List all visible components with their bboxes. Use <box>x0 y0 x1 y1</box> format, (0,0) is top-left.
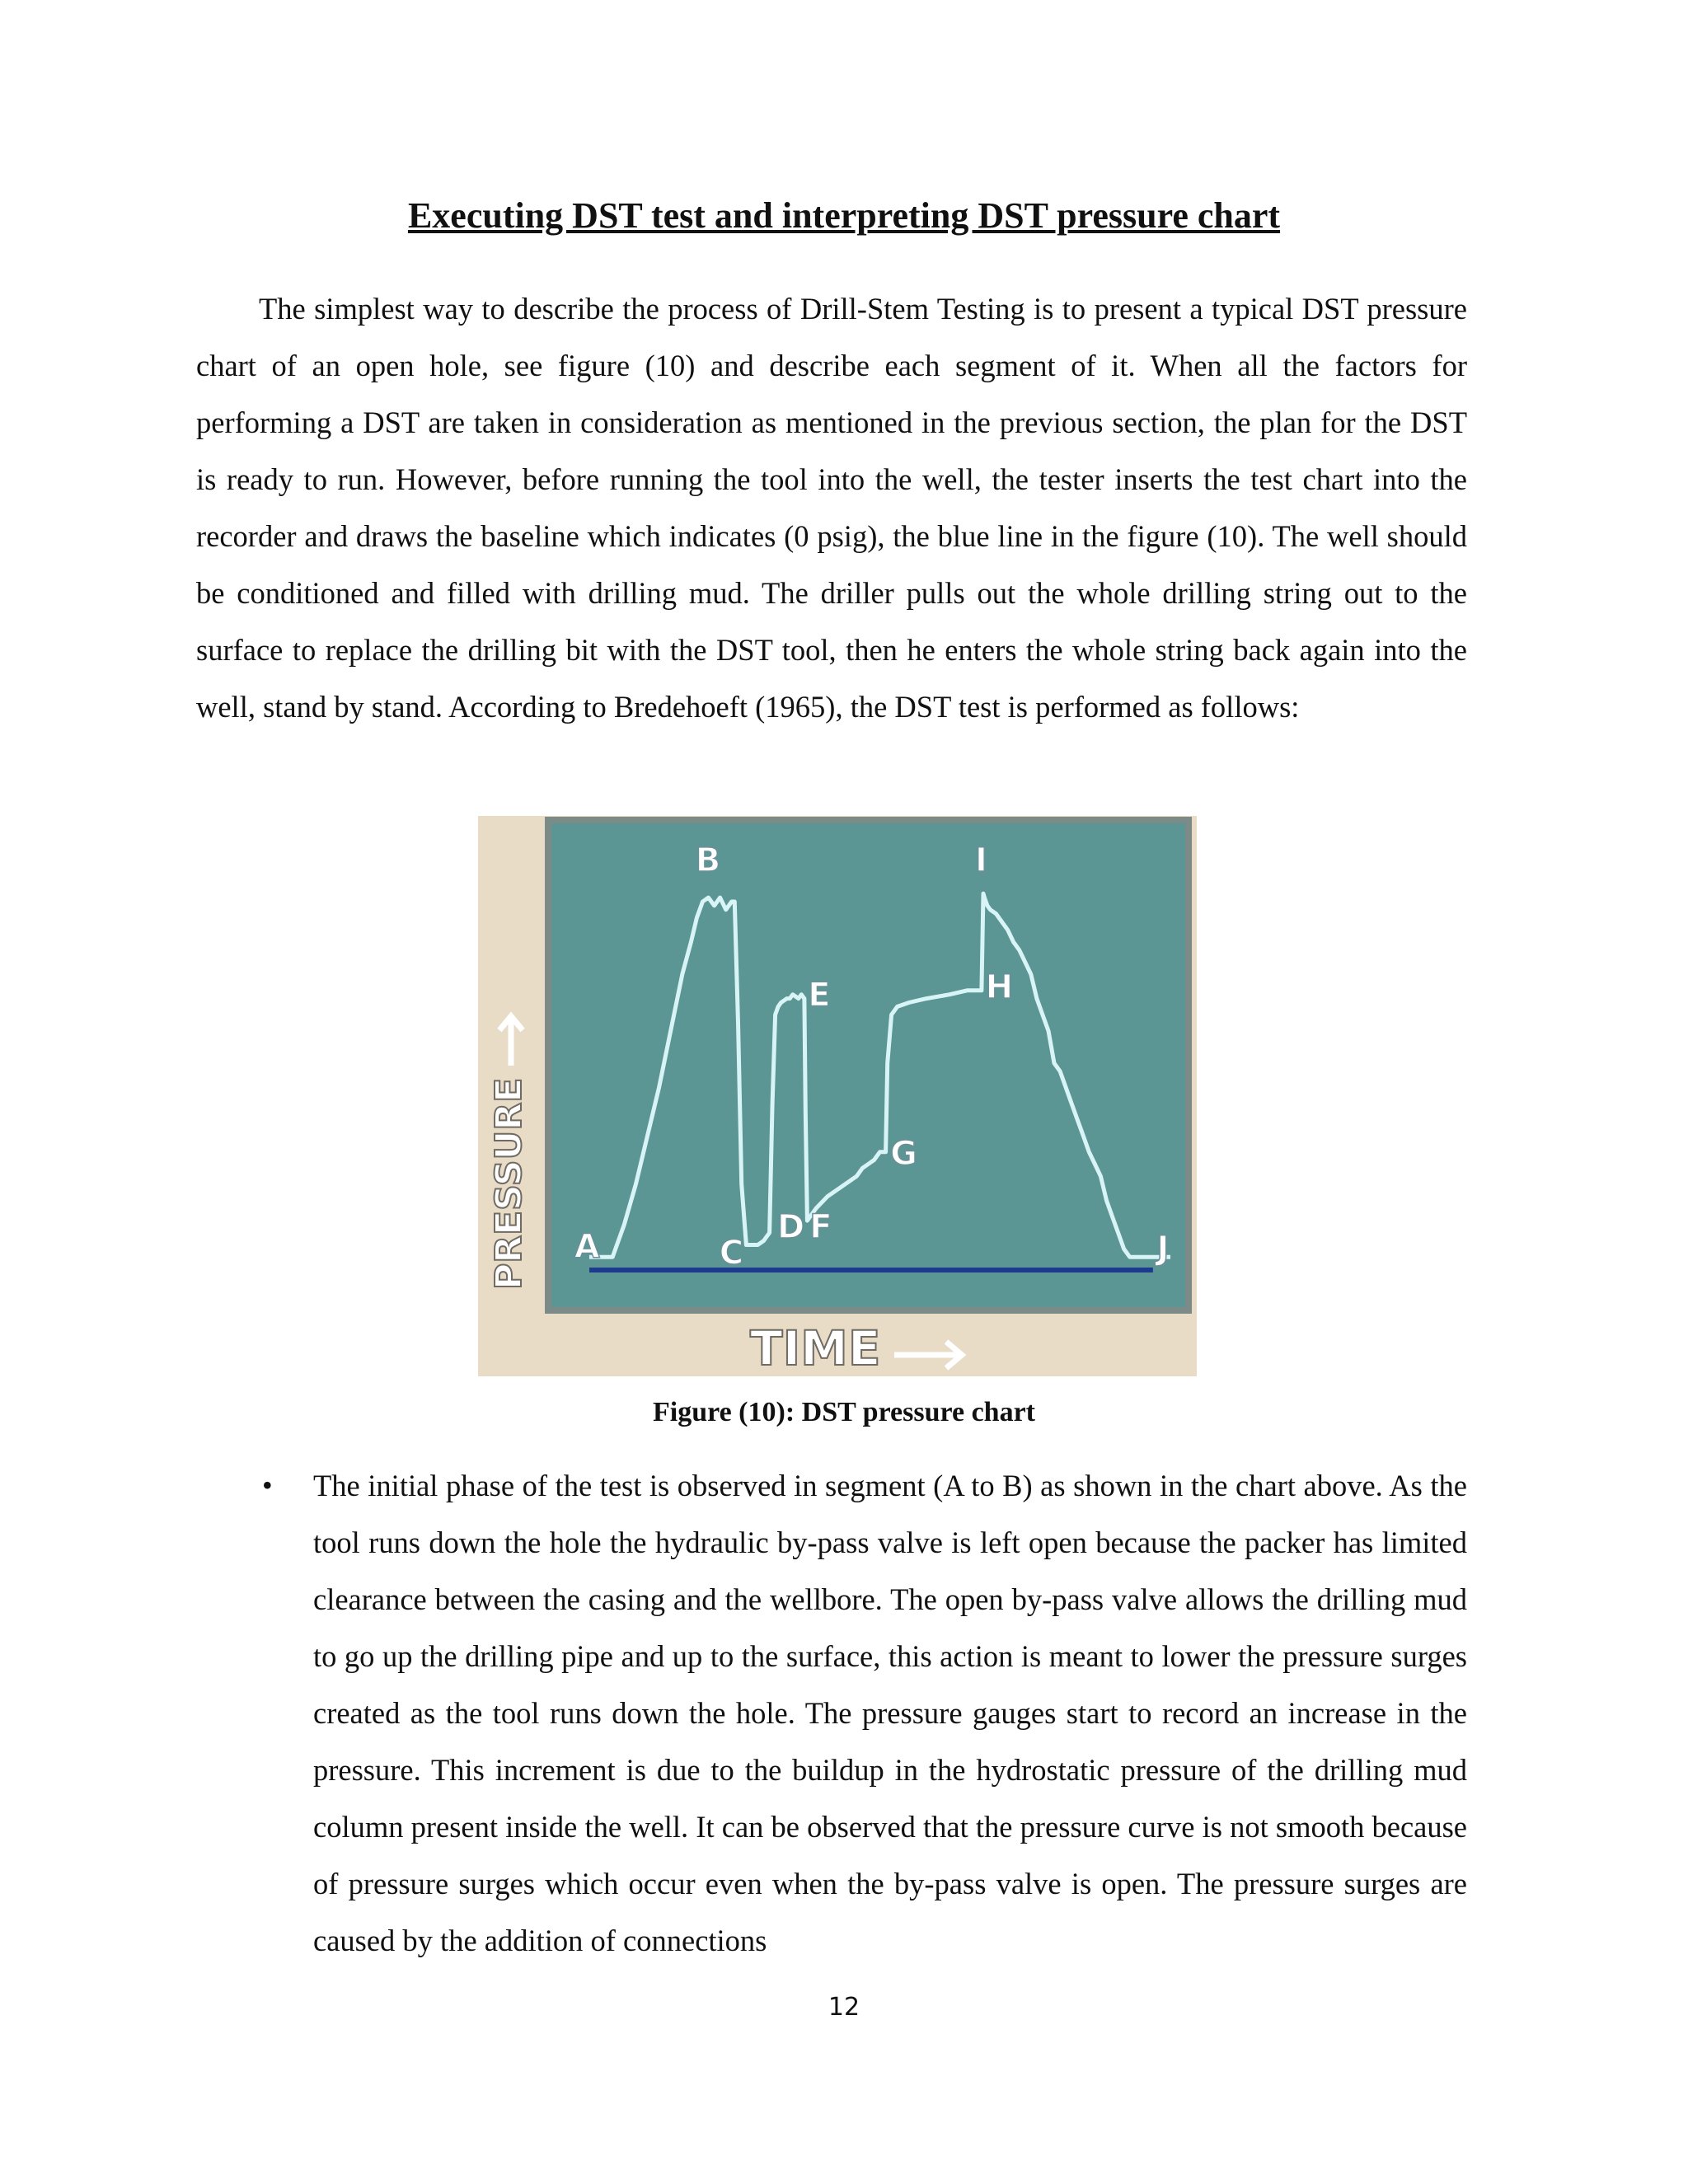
x-axis-title: TIME <box>750 1320 881 1376</box>
page-number: 12 <box>828 1993 860 2022</box>
dst-pressure-chart <box>478 816 1197 1376</box>
point-label-c: C <box>719 1234 744 1272</box>
point-label-i: I <box>974 841 987 880</box>
page-title: Executing DST test and interpreting DST pressure chart <box>407 195 1281 236</box>
bullet-list <box>262 1457 1467 1969</box>
point-label-a: A <box>574 1228 600 1267</box>
figure-caption: Figure (10): DST pressure chart <box>652 1397 1035 1427</box>
bullet-icon: • <box>262 1469 273 1502</box>
point-label-d: D <box>776 1208 805 1247</box>
point-label-e: E <box>808 976 831 1015</box>
bullet-text: The initial phase of the test is observed in segment (A to B) as shown in the chart above. As the tool runs down the hole the hydraulic by-pass valve is left open because the packer has limited clearance between the casing and the wellbore. The open by-pass valve allows the drilling mud to go up the drilling pipe and up to the surface, this action is meant to lower the pressure surges created as the tool runs down the hole. The pressure gauges start to record an increase in the pressure. This increment is due to the buildup in the hydrostatic pressure of the drilling mud column present inside the well. It can be observed that the pressure curve is not smooth because of pressure surges which occur even when the by-pass valve is open. The pressure surges are caused by the addition of connections <box>313 1469 1467 1957</box>
dst-pressure-figure <box>478 816 1197 1376</box>
point-label-h: H <box>985 968 1014 1006</box>
list-item <box>262 1457 1467 1969</box>
point-label-g: G <box>890 1134 917 1173</box>
chart-plot-area <box>548 820 1189 1310</box>
point-label-f: F <box>809 1208 832 1247</box>
intro-paragraph: The simplest way to describe the process of Drill-Stem Testing is to present a typical DST pressure chart of an open hole, see figure (10) and describe each segment of it. When all the factors for performing a DST are taken in consideration as mentioned in the previous section, the plan for the DST is ready to run. However, before running the tool into the well, the tester inserts the test chart into the recorder and draws the baseline which indicates (0 psig), the blue line in the figure (10). The well should be conditioned and filled with drilling mud. The driller pulls out the whole drilling string out to the surface to replace the drilling bit with the DST tool, then he enters the whole string back again into the well, stand by stand. According to Bredehoeft (1965), the DST test is performed as follows: <box>196 292 1467 724</box>
point-label-j: J <box>1156 1230 1170 1268</box>
y-axis-title: PRESSURE <box>488 1077 530 1290</box>
point-label-b: B <box>695 841 721 880</box>
